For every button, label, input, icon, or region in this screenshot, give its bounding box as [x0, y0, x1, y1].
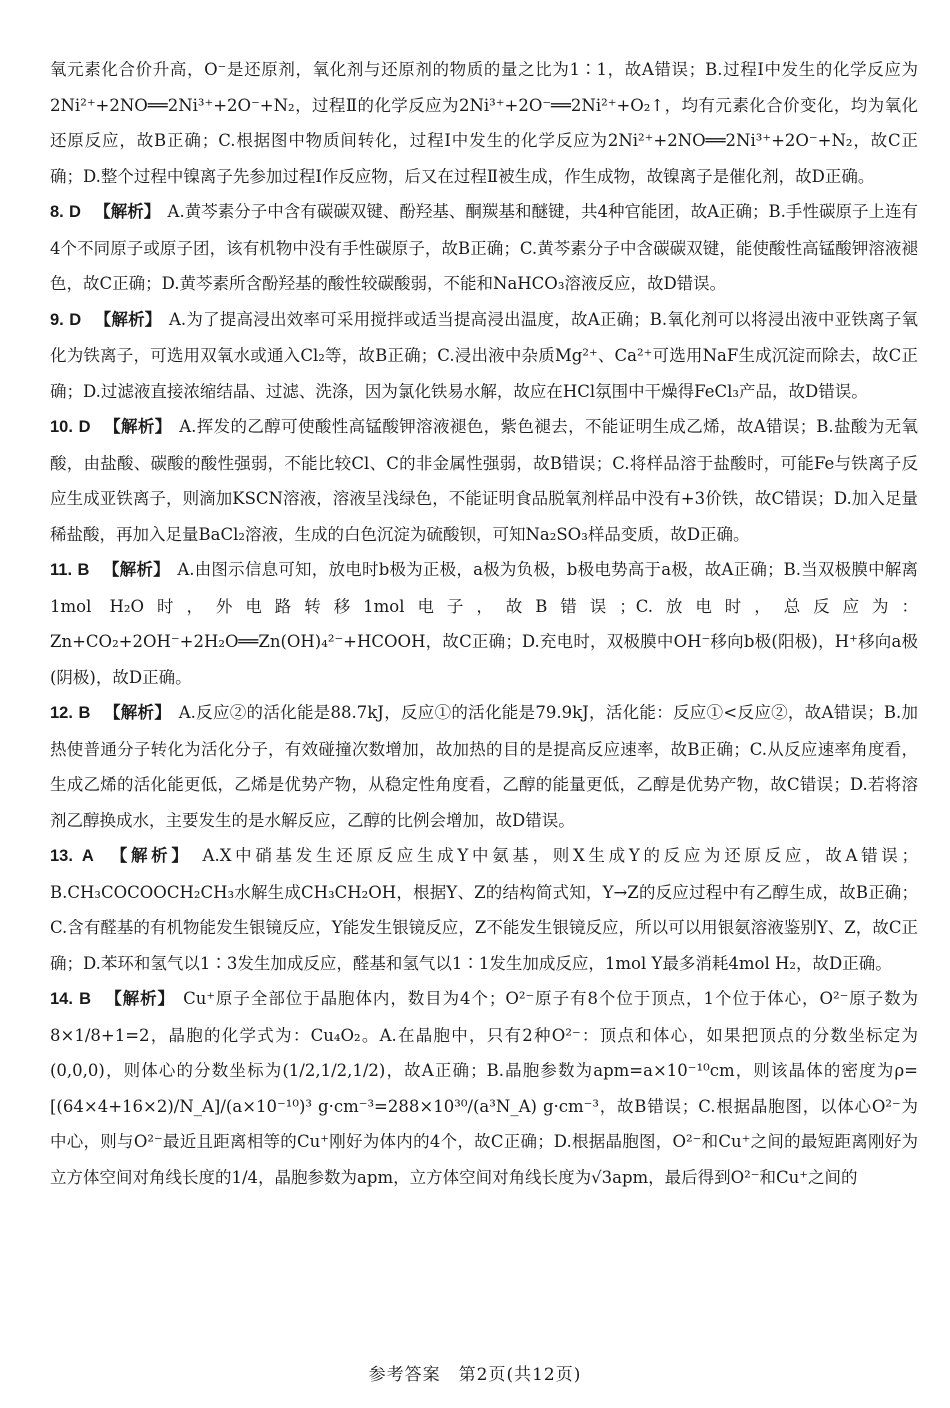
- analysis-tag: 【解析】: [94, 309, 162, 329]
- question-12-explanation: [50, 695, 918, 838]
- question-10-explanation: [50, 409, 918, 552]
- continued-explanation-7: [50, 52, 918, 194]
- paragraph-text: A.由图示信息可知，放电时b极为正极，a极为负极，b极电势高于a极，故A正确；B.当双极膜中解离1mol H₂O时，外电路转移1mol电子，故B错误；C.放电时，总反应为：Zn+CO₂+2OH⁻+2H₂O══Zn(OH)₄²⁻+HCOOH，故C正确；D.充电时，双极膜中OH⁻移向b极(阳极)，H⁺移向a极(阴极)，故D正确。: [50, 560, 919, 687]
- paragraph-text: A.反应②的活化能是88.7kJ，反应①的活化能是79.9kJ，活化能：反应①<反应②，故A错误；B.加热使普通分子转化为活化分子，有效碰撞次数增加，故加热的目的是提高反应速率，故B正确；C.从反应速率角度看，生成乙烯的活化能更低，乙烯是优势产物，从稳定性角度看，乙醇的能量更低，乙醇是优势产物，故C错误；D.若将溶剂乙醇换成水，主要发生的是水解反应，乙醇的比例会增加，故D错误。: [50, 703, 918, 830]
- page-content: [50, 52, 918, 1195]
- answer-letter: D: [78, 418, 91, 436]
- question-9-explanation: [50, 302, 918, 410]
- page-footer: 参考答案 第2页(共12页): [368, 1365, 582, 1385]
- paragraph-text: A.X中硝基发生还原反应生成Y中氨基，则X生成Y的反应为还原反应，故A错误；B.CH₃COCOOCH₂CH₃水解生成CH₃CH₂OH，根据Y、Z的结构简式知，Y→Z的反应过程中有乙醇生成，故B正确；C.含有醛基的有机物能发生银镜反应，Y能发生银镜反应，Z不能发生银镜反应，所以可以用银氨溶液鉴别Y、Z，故C正确；D.苯环和氢气以1∶3发生加成反应，醛基和氢气以1∶1发生加成反应，1mol Y最多消耗4mol H₂，故D正确。: [50, 846, 918, 973]
- answer-letter: A: [81, 847, 94, 865]
- answer-letter: D: [69, 310, 82, 329]
- answer-letter: D: [69, 203, 81, 221]
- analysis-tag: 【解析】: [105, 989, 175, 1008]
- analysis-tag: 【解析】: [110, 846, 192, 865]
- question-number: 10.: [50, 418, 73, 436]
- question-number: 9.: [50, 310, 64, 329]
- analysis-tag: 【解析】: [104, 417, 172, 436]
- paragraph-text: A.黄芩素分子中含有碳碳双键、酚羟基、酮羰基和醚键，共4种官能团，故A正确；B.手性碳原子上连有4个不同原子或原子团，该有机物中没有手性碳原子，故B正确；C.黄芩素分子中含碳碳双键，能使酸性高锰酸钾溶液褪色，故C正确；D.黄芩素所含酚羟基的酸性较碳酸弱，不能和NaHCO₃溶液反应，故D错误。: [50, 202, 919, 293]
- question-number: 11.: [50, 561, 73, 579]
- paragraph-text: A.挥发的乙醇可使酸性高锰酸钾溶液褪色，紫色褪去，不能证明生成乙烯，故A错误；B.盐酸为无氧酸，由盐酸、碳酸的酸性强弱，不能比较Cl、C的非金属性强弱，故B错误；C.将样品溶于盐酸时，可能Fe与铁离子反应生成亚铁离子，则滴加KSCN溶液，溶液呈浅绿色，不能证明食品脱氧剂样品中没有+3价铁，故C错误；D.加入足量稀盐酸，再加入足量BaCl₂溶液，生成的白色沉淀为硫酸钡，可知Na₂SO₃样品变质，故D正确。: [50, 417, 919, 544]
- paragraph-text: Cu⁺原子全部位于晶胞体内，数目为4个；O²⁻原子有8个位于顶点，1个位于体心，O²⁻原子数为8×1/8+1=2，晶胞的化学式为：Cu₄O₂。A.在晶胞中，只有2种O²⁻：顶点和体心，如果把顶点的分数坐标定为(0,0,0)，则体心的分数坐标为(1/2,1/2,1/2)，故A正确；B.晶胞参数为apm=a×10⁻¹⁰cm，则该晶体的密度为ρ=[(64×4+16×2)/N_A]/(a×10⁻¹⁰)³ g·cm⁻³=288×10³⁰/(a³N_A) g·cm⁻³，故B错误；C.根据晶胞图，以体心O²⁻为中心，则与O²⁻最近且距离相等的Cu⁺刚好为体内的4个，故C正确；D.根据晶胞图，O²⁻和Cu⁺之间的最短距离刚好为立方体空间对角线长度的1/4，晶胞参数为apm，立方体空间对角线长度为√3apm，最后得到O²⁻和Cu⁺之间的: [50, 989, 919, 1187]
- analysis-tag: 【解析】: [94, 202, 161, 221]
- analysis-tag: 【解析】: [102, 560, 170, 579]
- question-8-explanation: [50, 194, 918, 302]
- answer-letter: B: [78, 704, 91, 722]
- question-13-explanation: [50, 838, 918, 981]
- analysis-tag: 【解析】: [103, 703, 172, 722]
- question-14-explanation: [50, 981, 918, 1195]
- answer-letter: B: [77, 561, 90, 579]
- question-number: 8.: [50, 203, 64, 221]
- question-number: 14.: [50, 990, 73, 1008]
- paragraph-text: A.为了提高浸出效率可采用搅拌或适当提高浸出温度，故A正确；B.氧化剂可以将浸出液中亚铁离子氧化为铁离子，可选用双氧水或通入Cl₂等，故B正确；C.浸出液中杂质Mg²⁺、Ca²⁺可选用NaF生成沉淀而除去，故C正确；D.过滤液直接浓缩结晶、过滤、洗涤，因为氯化铁易水解，故应在HCl氛围中干燥得FeCl₃产品，故D错误。: [50, 309, 918, 401]
- paragraph-text: 氧元素化合价升高，O⁻是还原剂，氧化剂与还原剂的物质的量之比为1∶1，故A错误；B.过程Ⅰ中发生的化学反应为2Ni²⁺+2NO══2Ni³⁺+2O⁻+N₂，过程Ⅱ的化学反应为2Ni³⁺+2O⁻══2Ni²⁺+O₂↑，均有元素化合价变化，均为氧化还原反应，故B正确；C.根据图中物质间转化，过程Ⅰ中发生的化学反应为2Ni²⁺+2NO══2Ni³⁺+2O⁻+N₂，故C正确；D.整个过程中镍离子先参加过程Ⅰ作反应物，后又在过程Ⅱ被生成，作生成物，故镍离子是催化剂，故D正确。: [50, 60, 918, 186]
- question-11-explanation: [50, 552, 918, 695]
- question-number: 13.: [50, 847, 73, 865]
- question-number: 12.: [50, 704, 73, 722]
- answer-letter: B: [79, 990, 92, 1008]
